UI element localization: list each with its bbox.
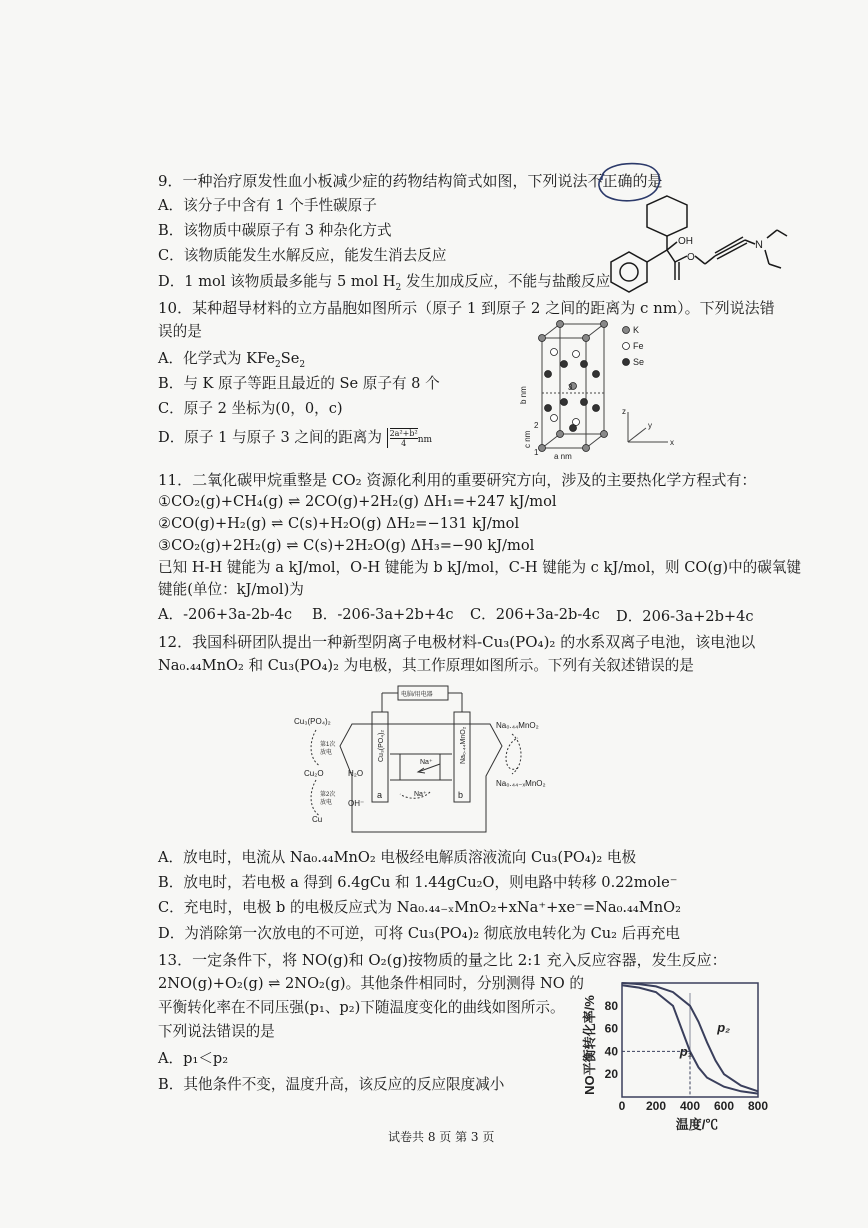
right-top-label: Na₀.₄₄MnO₂	[496, 721, 539, 730]
q11-option-c: C．206+3a-2b-4c	[470, 606, 600, 623]
q11-stem: 11．二氧化碳甲烷重整是 CO₂ 资源化利用的重要研究方向，涉及的主要热化学方程式有：	[158, 471, 757, 489]
legend-fe: Fe	[633, 341, 644, 351]
q13-stem-line4: 下列说法错误的是	[158, 1023, 275, 1040]
na-ion-top-label: Na⁺	[420, 759, 433, 766]
q13-stem-line3: 平衡转化率在不同压强(p₁、p₂)下随温度变化的曲线如图所示。	[158, 999, 565, 1016]
q9-option-a: A．该分子中含有 1 个手性碳原子	[158, 197, 377, 214]
q13-stem-line1: 13．一定条件下，将 NO(g)和 O₂(g)按物质的量之比 2:1 充入反应容器，发生反应：	[158, 951, 727, 969]
a-nm-label: a nm	[554, 452, 572, 460]
legend-se: Se	[633, 357, 645, 367]
q11-given-line2: 键能(单位：kJ/mol)为	[158, 581, 304, 598]
q9-option-d: D．1 mol 该物质最多能与 5 mol $H_2$ 发生加成反应，不能与盐酸反应	[158, 273, 611, 293]
q12-stem-line2: Na₀.₄₄MnO₂ 和 Cu₃(PO₄)₂ 为电极，其工作原理如图所示。下列有关叙述错误的是	[158, 657, 694, 674]
electrode-a-text: Cu₃(PO₄)₂	[378, 729, 385, 762]
electrode-b-label: b	[458, 790, 464, 800]
q10-option-a: A．化学式为 $KFe_2Se_2$	[158, 350, 306, 370]
x-tick-label: 800	[747, 1099, 769, 1113]
axis-y-label: y	[648, 421, 652, 430]
atom-3-label: 3	[568, 383, 573, 392]
atom-2-label: 2	[534, 421, 539, 430]
q11-option-a: A．-206+3a-2b-4c	[158, 606, 293, 623]
q12-option-a: A．放电时，电流从 Na₀.₄₄MnO₂ 电极经电解质溶液流向 Cu₃(PO₄)₂ 电极	[158, 849, 637, 866]
q9-option-b: B．该物质中碳原子有 3 种杂化方式	[158, 222, 392, 239]
y-tick-label: 40	[604, 1044, 618, 1059]
y-tick-label: 80	[604, 998, 618, 1013]
right-bottom-label: Na₀.₄₄₋ₓMnO₂	[496, 779, 546, 788]
x-tick-label: 400	[679, 1099, 701, 1113]
nitrogen-label: N	[755, 239, 763, 251]
electrode-b-text: Na₀.₄₄MnO₂	[460, 726, 467, 764]
q10-stem-line1: 10．某种超导材料的立方晶胞如图所示（原子 1 到原子 2 之间的距离为 c nm）。下列说法错	[158, 299, 775, 317]
q9-option-c: C．该物质能发生水解反应，能发生消去反应	[158, 247, 447, 264]
axis-x-label: x	[670, 438, 674, 447]
first-discharge-label: 第1次	[320, 742, 336, 748]
q9-molecule-structure	[605, 190, 790, 295]
q10-stem-line2: 误的是	[158, 323, 202, 340]
q10-option-c: C．原子 2 坐标为(0，0，c)	[158, 400, 343, 417]
q12-stem-line1: 12．我国科研团队提出一种新型阴离子电极材料-Cu₃(PO₄)₂ 的水系双离子电池，该电池以	[158, 633, 756, 651]
series-label-p1: p₁	[679, 1043, 693, 1059]
electrode-a-label: a	[377, 790, 383, 800]
q11-equation-2: ②CO(g)+H₂(g) ⇌ C(s)+H₂O(g) ΔH₂=−131 kJ/mol	[158, 515, 520, 532]
atom-1-label: 1	[534, 448, 539, 457]
q11-option-b: B．-206-3a+2b+4c	[312, 606, 454, 623]
cu-label: Cu	[312, 815, 323, 824]
series-label-p2: p₂	[717, 1020, 731, 1036]
b-nm-label: b nm	[519, 386, 528, 404]
q13-conversion-chart	[582, 975, 772, 1133]
x-tick-label: 600	[713, 1099, 735, 1113]
oh-label: OH⁻	[348, 799, 365, 808]
oh-label: OH	[678, 236, 693, 247]
y-tick-label: 60	[604, 1021, 618, 1036]
first-discharge-word: 放电	[320, 750, 333, 756]
ester-o-label: O	[687, 252, 695, 263]
q13-option-a: A．p₁＜p₂	[158, 1050, 229, 1067]
q11-given-line1: 已知 H-H 键能为 a kJ/mol，O-H 键能为 b kJ/mol，C-H 键能为 c kJ/mol，则 CO(g)中的碳氧键	[158, 559, 802, 576]
q10-option-b: B．与 K 原子等距且最近的 Se 原子有 8 个	[158, 375, 440, 392]
q13-stem-line2: 2NO(g)+O₂(g) ⇌ 2NO₂(g)。其他条件相同时，分别测得 NO 的	[158, 975, 584, 992]
q10-crystal-cell-figure	[518, 318, 688, 460]
device-label: 电脑/用电器	[401, 692, 433, 698]
left-cu3po42-label: Cu₃(PO₄)₂	[294, 717, 331, 726]
y-tick-label: 20	[604, 1067, 618, 1082]
second-discharge-label: 第2次	[320, 792, 336, 798]
q9-stem: 9．一种治疗原发性血小板减少症的药物结构简式如图，下列说法不正确的是	[158, 172, 663, 190]
q11-equation-3: ③CO₂(g)+2H₂(g) ⇌ C(s)+2H₂O(g) ΔH₃=−90 kJ/mol	[158, 537, 535, 554]
q12-option-d: D．为消除第一次放电的不可逆，可将 Cu₃(PO₄)₂ 彻底放电转化为 Cu₂ 后再充电	[158, 925, 680, 942]
q11-equation-1: ①CO₂(g)+CH₄(g) ⇌ 2CO(g)+2H₂(g) ΔH₁=+247 kJ/mol	[158, 493, 557, 510]
cu2o-label: Cu₂O	[304, 769, 324, 778]
page-footer: 试卷共 8 页 第 3 页	[388, 1130, 495, 1144]
c-nm-label: c nm	[523, 430, 532, 448]
q12-battery-diagram	[290, 684, 560, 842]
h2o-label: H₂O	[348, 769, 364, 778]
chart-y-axis-label: NO平衡转化率/%	[582, 995, 597, 1095]
x-tick-label: 200	[645, 1099, 667, 1113]
legend-k: K	[633, 325, 640, 335]
na-ion-bottom-label: Na⁺	[414, 791, 427, 798]
q11-option-d: D．206-3a+2b+4c	[616, 608, 754, 625]
second-discharge-word: 放电	[320, 800, 333, 806]
q10-option-d: D．原子 1 与原子 3 之间的距离为 $\frac{\text{2a²+b²}}{4}$ nm	[158, 429, 433, 448]
x-tick-label: 0	[618, 1099, 626, 1113]
chart-x-axis-label: 温度/℃	[675, 1117, 719, 1132]
axis-z-label: z	[622, 407, 626, 416]
q12-option-b: B．放电时，若电极 a 得到 6.4gCu 和 1.44gCu₂O，则电路中转移 0.22mole⁻	[158, 874, 678, 891]
q13-option-b: B．其他条件不变，温度升高，该反应的反应限度减小	[158, 1076, 505, 1093]
q12-option-c: C．充电时，电极 b 的电极反应式为 Na₀.₄₄₋ₓMnO₂+xNa⁺+xe⁻=Na₀.₄₄MnO₂	[158, 899, 681, 916]
